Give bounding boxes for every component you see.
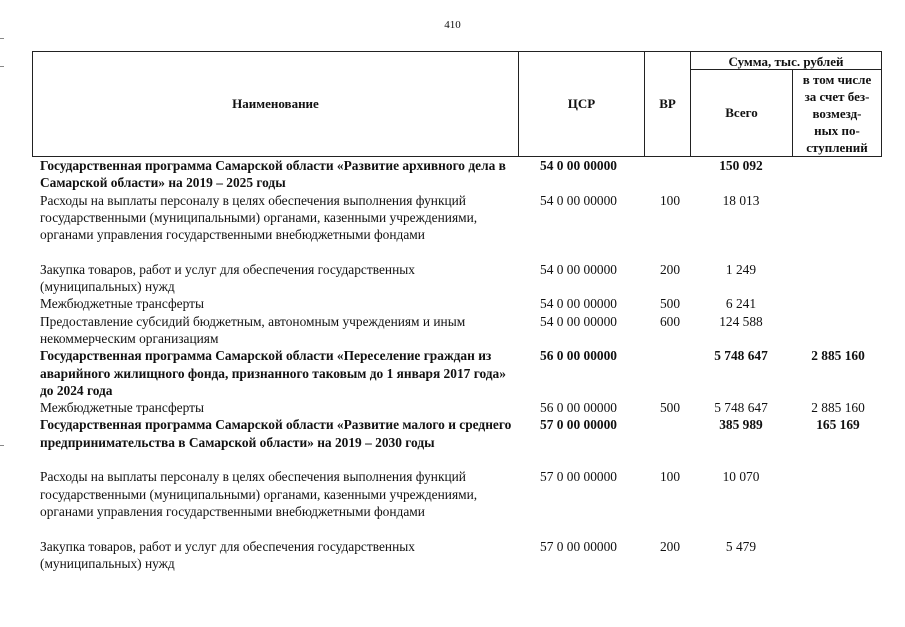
row-csr: 54 0 00 00000: [540, 192, 617, 208]
header-total: Всего: [725, 105, 758, 120]
table-row: [0, 192, 905, 261]
row-total: 6 241: [725, 296, 757, 312]
table-row: [0, 347, 905, 399]
table-row: [0, 416, 905, 468]
row-total: 150 092: [719, 158, 763, 173]
row-total: 5 748 647: [714, 348, 768, 364]
table-row: [0, 468, 905, 537]
table-row: [0, 399, 905, 416]
row-vr: 100: [659, 469, 681, 485]
row-vr: 600: [659, 313, 681, 329]
header-free-line: ступлений: [806, 140, 868, 155]
table-row: [0, 261, 905, 296]
row-name: Закупка товаров, работ и услуг для обеспечения государственных (муниципальных) нужд: [40, 261, 415, 295]
table-body: [0, 157, 905, 572]
table-row: [0, 295, 905, 312]
row-name: Государственная программа Самарской области «Развитие малого и среднего предпринимательства в Самарской области» на 2019 – 2030 годы: [40, 417, 512, 450]
row-total: 124 588: [719, 313, 763, 329]
row-name: Межбюджетные трансферты: [40, 400, 204, 416]
row-total: 5 479: [725, 538, 757, 554]
row-csr: 57 0 00 00000: [540, 538, 617, 554]
row-vr: 500: [659, 296, 681, 312]
row-total: 10 070: [722, 469, 760, 485]
row-vr: 200: [659, 261, 681, 277]
header-top-rule: [32, 51, 882, 52]
col-divider: [881, 51, 882, 157]
header-free-line: за счет без-: [804, 89, 870, 104]
header-vr: ВР: [659, 96, 676, 111]
header-free: [793, 71, 881, 156]
scan-edge-mark: [0, 38, 4, 39]
row-total: 385 989: [719, 417, 763, 433]
row-csr: 57 0 00 00000: [540, 417, 617, 433]
row-free: 2 885 160: [811, 400, 865, 416]
table-row: [0, 538, 905, 573]
row-total: 5 748 647: [714, 400, 768, 416]
row-csr: 54 0 00 00000: [540, 261, 617, 277]
row-csr: 56 0 00 00000: [540, 400, 617, 416]
row-name: Закупка товаров, работ и услуг для обеспечения государственных (муниципальных) нужд: [40, 538, 415, 571]
row-vr: 200: [659, 538, 681, 554]
row-csr: 54 0 00 00000: [540, 158, 617, 173]
page-number: 410: [444, 19, 461, 31]
scan-edge-mark: [0, 66, 4, 67]
row-csr: 54 0 00 00000: [540, 296, 617, 312]
header-sum-group: Сумма, тыс. рублей: [728, 54, 844, 69]
table-row: [0, 157, 905, 192]
row-name: Государственная программа Самарской области «Развитие архивного дела в Самарской области» на 2019 – 2025 годы: [40, 158, 506, 191]
row-total: 1 249: [725, 261, 757, 277]
table-row: [0, 313, 905, 348]
row-csr: 56 0 00 00000: [540, 348, 617, 364]
row-total: 18 013: [722, 192, 760, 208]
header-free-line: возмезд-: [812, 106, 862, 121]
row-free: 165 169: [816, 417, 860, 433]
row-csr: 57 0 00 00000: [540, 469, 617, 485]
row-name: Расходы на выплаты персоналу в целях обеспечения выполнения функций государственными (муниципальными) органами, казенными учреждениями, органами управления государственными внебюджетными фондами: [40, 469, 478, 519]
row-free: 2 885 160: [811, 348, 865, 364]
row-name: Межбюджетные трансферты: [40, 296, 204, 312]
row-name: Предоставление субсидий бюджетным, автономным учреждениям и иным некоммерческим организациям: [40, 313, 466, 346]
header-free-line: в том числе: [802, 72, 872, 87]
row-csr: 54 0 00 00000: [540, 313, 617, 329]
row-vr: 500: [659, 400, 681, 416]
header-csr: ЦСР: [567, 96, 596, 111]
row-name: Государственная программа Самарской области «Переселение граждан из аварийного жилищного фонда, признанного таковым до 1 января 2017 года» до 2024 года: [40, 348, 506, 398]
row-vr: 100: [659, 192, 681, 208]
header-name: Наименование: [232, 96, 319, 111]
header-free-line: ных по-: [814, 123, 860, 138]
row-name: Расходы на выплаты персоналу в целях обеспечения выполнения функций государственными (муниципальными) органами, казенными учреждениями, органами управления государственными внебюджетными фондами: [40, 192, 478, 243]
